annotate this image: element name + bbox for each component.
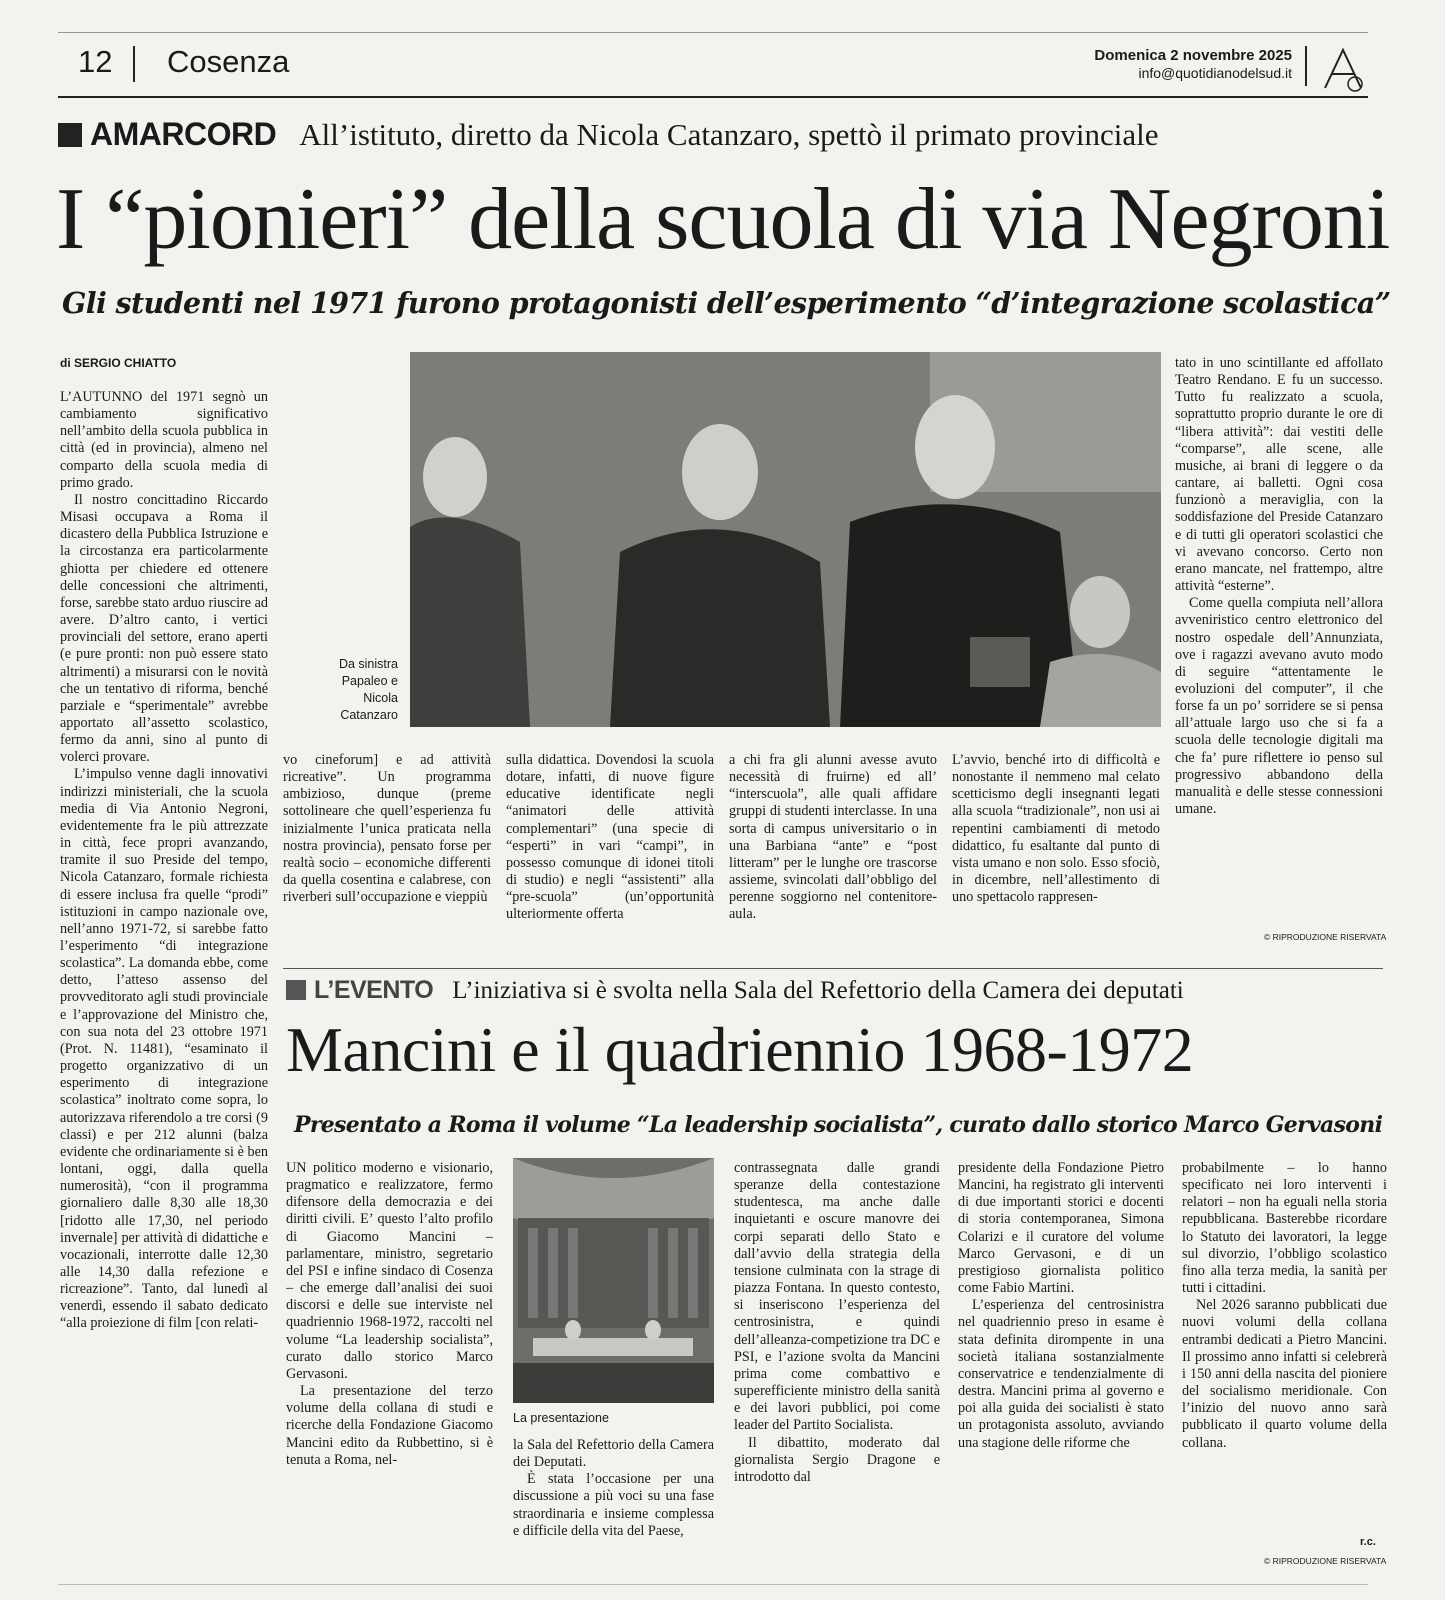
caption-line: Papaleo e — [341, 674, 398, 688]
article2-headline: Mancini e il quadriennio 1968-1972 — [286, 1014, 1194, 1085]
article1-byline: di SERGIO CHIATTO — [60, 356, 177, 370]
article2-column-1 — [286, 1160, 493, 1570]
article2-signature: r.c. — [1360, 1536, 1376, 1548]
kicker-square-icon — [58, 123, 82, 147]
article1-column-3 — [506, 752, 714, 952]
article2-paragraph: La presentazione del terzo volume della collana di studi e ricerche della Fondazione Giacomo Mancini edito da Rubbettino, si è tenuta a Roma, nel- — [286, 1383, 493, 1468]
article1-paragraph: Come quella compiuta nell’allora avveniristico centro elettronico del nostro ospedale dell’Annunziata, ove i ragazzi avevano avuto modo di seguire “attentamente le evoluzioni del computer”, il che forse fa un po’ sorridere se si pensa all’attuale largo uso che si fa a scuola delle tecnologie digitali ma che fa’ pure riflettere io penso sul progressivo abbandono della manualità e delle stesse connessioni umane. — [1175, 595, 1383, 818]
article2-column-2 — [513, 1437, 714, 1572]
article2-paragraph: UN politico moderno e visionario, pragmatico e realizzatore, fermo difensore della democrazia e dei diritti civili. E’ questo l’alto profilo di Giacomo Mancini – parlamentare, ministro, segretario del PSI e infine sindaco di Cosenza – che emerge dall’analisi dei suoi discorsi e delle sue interviste nel quadriennio 1968-1972, raccolti nel volume “La leadership socialista”, curato dallo storico Marco Gervasoni. — [286, 1160, 493, 1382]
article2-photo — [513, 1158, 714, 1403]
article1-paragraph: L’impulso venne dagli innovativi indirizzi ministeriali, che la scuola media di Via Antonio Negroni, evidentemente fra le più attrezzate in città, fece propri avanzando, tramite il suo Preside del tempo, Nicola Catanzaro, formale richiesta di essere inclusa fra quelle “prodi” istituzioni in campo nazionale ove, nell’anno 1971-72, si sarebbe fatto l’esperimento “di integrazione scolastica”. La domanda ebbe, come detto, l’atteso assenso del provveditorato agli studi provinciale e l’approvazione del Ministro che, con sua nota del 23 ottobre 1971 (Prot. N. 11481), “esaminato il progetto organizzativo di un esperimento di integrazione scolastica” inoltrato come sopra, lo autorizzava riferendolo a tre corsi (9 classi) e per 212 alunni (balza evidente che ordinariamente si è ben lontani, oggi, dalla quella numerosità), “con il programma giornaliero dalle 8,30 alle 18,30 [ridotto alle 17,30, nel periodo invernale] per attività di didattiche e vocazionali, interrotte dalle 12,30 alle 14,30 dalla refezione e ricreazione”. Tanto, dal lunedì al venerdì, essendo il sabato dedicato “alla proiezione di film [con relati- — [60, 766, 268, 1332]
header-divider-right — [1305, 46, 1307, 86]
article1-overline: All’istituto, diretto da Nicola Catanzaro, spettò il primato provinciale — [299, 117, 1159, 152]
article-separator — [283, 968, 1383, 969]
newspaper-logo-icon — [1315, 46, 1371, 92]
article1-overline-row — [58, 116, 1378, 153]
article1-column-6 — [1175, 355, 1383, 923]
header-rule — [58, 96, 1368, 98]
bottom-rule — [58, 1584, 1368, 1585]
article2-column-5 — [1182, 1160, 1387, 1530]
article2-paragraph: la Sala del Refettorio della Camera dei Deputati. — [513, 1437, 714, 1471]
article1-kicker: AMARCORD — [90, 116, 277, 152]
top-rule — [58, 32, 1368, 33]
article1-column-4 — [729, 752, 937, 952]
article1-subheadline: Gli studenti nel 1971 furono protagonisti dell’esperimento “d’integrazione scolastica” — [62, 286, 1391, 320]
article1-paragraph: Il nostro concittadino Riccardo Misasi occupava a Roma il dicastero della Pubblica Istruzione e la circostanza era particolarmente ghiotta per chiedere ed ottenere delle concessioni che altrimenti, forse, sarebbe stato arduo riuscire ad avere. D’altro canto, i vertici provinciali del settore, erano aperti (e pure pronti: non può essere stato altrimenti) a misurarsi con le novità che un tentativo di riforma, benché parziale e “sperimentale” avrebbe apportato all’assetto scolastico, fermo da anni, sino al punto di volerci provare. — [60, 491, 268, 766]
caption-line: Catanzaro — [340, 708, 398, 722]
article2-paragraph: Nel 2026 saranno pubblicati due nuovi volumi della collana entrambi dedicati a Pietro Mancini. Il prossimo anno infatti si celebrerà i 150 anni della nascita del pioniere del socialismo meridionale. Con l’inizio del nuovo anno sarà pubblicato il quarto volume della collana. — [1182, 1297, 1387, 1451]
article1-paragraph: vo cineforum] e ad attività ricreative”. Un programma ambizioso, dunque (preme sottolineare che quell’esperienza fu inizialmente l’unica praticata nella nostra provincia), pensato forse per realtà socio – economiche differenti da quella cosentina e calabrese, con riverberi sull’occupazione e vieppiù — [283, 752, 491, 906]
article1-paragraph: a chi fra gli alunni avesse avuto necessità di fruirne) ed all’ “interscuola”, alle quali affidare gruppi di studenti interclasse. In una sorta di campus universitario o in una Barbiana “ante” e “post litteram” per le lunghe ore trascorse assieme, svincolati dall’obbligo del perenne soggiorno nel contenitore-aula. — [729, 752, 937, 923]
article2-kicker: L’EVENTO — [314, 976, 434, 1004]
article1-column-5 — [952, 752, 1160, 952]
contact-email: info@quotidianodelsud.it — [1138, 65, 1292, 81]
article2-paragraph: L’esperienza del centrosinistra nel quadriennio preso in esame è stata definita dirompente in una società italiana sostanzialmente conservatrice e tendenzialmente di destra. Mancini prima al governo e poi alla guida dei socialisti è stato un protagonista assoluto, avviando una stagione delle riforme che — [958, 1297, 1164, 1451]
caption-line: Nicola — [363, 691, 398, 705]
article2-paragraph: È stata l’occasione per una discussione a più voci su una fase straordinaria e insieme complessa e difficile della vita del Paese, — [513, 1471, 714, 1539]
article2-overline: L’iniziativa si è svolta nella Sala del Refettorio della Camera dei deputati — [452, 977, 1184, 1004]
article2-paragraph: Il dibattito, moderato dal giornalista Sergio Dragone e introdotto dal — [734, 1434, 940, 1485]
photo-hall — [513, 1158, 714, 1403]
issue-date: Domenica 2 novembre 2025 — [1094, 47, 1292, 64]
article2-subheadline: Presentato a Roma il volume “La leadership socialista”, curato dallo storico Marco Gervasoni — [294, 1112, 1383, 1138]
page-number: 12 — [78, 44, 113, 79]
caption-line: Da sinistra — [338, 657, 398, 671]
article1-column-2 — [283, 752, 491, 952]
section-title: Cosenza — [167, 44, 290, 79]
article2-paragraph: probabilmente – lo hanno specificato nei loro interventi i relatori – non ha eguali nella storia repubblicana. Basterebbe ricordare lo Statuto dei lavoratori, la legge sul divorzio, l’obbligo scolastico fino alla terza media, la sanità per tutti i cittadini. — [1182, 1160, 1387, 1297]
article1-column-1 — [60, 389, 268, 1569]
article2-column-4 — [958, 1160, 1164, 1570]
article1-photo-caption — [300, 656, 398, 724]
photo-figures — [410, 352, 1161, 727]
article2-paragraph: contrassegnata dalle grandi speranze della contestazione studentesca, ma anche dalle inquietanti e oscure manovre dei corpi separati dello Stato e dall’avvio della strategia della tensione culminata con la strage di piazza Fontana. In questo contesto, si inseriscono l’esperienza del centrosinistra, e quindi dell’alleanza-competizione tra DC e PSI, e l’azione svolta da Mancini prima come combattivo e superefficiente ministro della sanità e dei lavori pubblici, poi come leader del Partito Socialista. — [734, 1160, 940, 1434]
kicker-square-icon — [286, 980, 306, 1000]
article2-column-3 — [734, 1160, 940, 1570]
article2-overline-row — [286, 976, 1386, 1005]
article1-photo — [410, 352, 1161, 727]
article1-paragraph: sulla didattica. Dovendosi la scuola dotare, infatti, di nuove figure educative identificate negli “animatori delle attività complementari” (una specie di “esperti” in vari “campi”, in possesso comunque di idonei titoli di studio) e negli “assistenti” alla “pre-scuola” (un’opportunità ulteriormente offerta — [506, 752, 714, 923]
article1-headline: I “pionieri” della scuola di via Negroni — [56, 171, 1390, 268]
article2-copyright: © RIPRODUZIONE RISERVATA — [1264, 1556, 1387, 1566]
article1-paragraph: L’avvio, benché irto di difficoltà e nonostante il nemmeno mal celato scetticismo degli insegnanti legati alla scuola “tradizionale”, non usi ai repentini cambiamenti di metodo didattico, fu esaltante dal punto di vista umano e non solo. Esso sfociò, in dicembre, nell’allestimento di uno spettacolo rappresen- — [952, 752, 1160, 906]
article1-copyright: © RIPRODUZIONE RISERVATA — [1264, 932, 1387, 942]
article1-paragraph: L’AUTUNNO del 1971 segnò un cambiamento significativo nell’ambito della scuola pubblica in città (ed in provincia), almeno nel comparto della scuola media di primo grado. — [60, 389, 268, 491]
article2-paragraph: presidente della Fondazione Pietro Mancini, ha registrato gli interventi di due importanti storici e docenti di storia contemporanea, Simona Colarizi e il curatore del volume Marco Gervasoni, e di un prestigioso giornalista politico come Fabio Martini. — [958, 1160, 1164, 1297]
article2-photo-caption: La presentazione — [513, 1411, 609, 1425]
article1-paragraph: tato in uno scintillante ed affollato Teatro Rendano. E fu un successo. Tutto fu realizzato a scuola, soprattutto proprio durante le ore di “libera attività”: dai vestiti delle “comparse”, alle scene, alle musiche, ai brani di leggere o da cantare, ai balletti. Ogni cosa funzionò a meraviglia, con la soddisfazione del Preside Catanzaro e di tutti gli operatori scolastici che vi avevano concorso. Certo non erano mancate, nel frattempo, altre attività “esterne”. — [1175, 355, 1383, 595]
header-divider — [133, 46, 135, 82]
